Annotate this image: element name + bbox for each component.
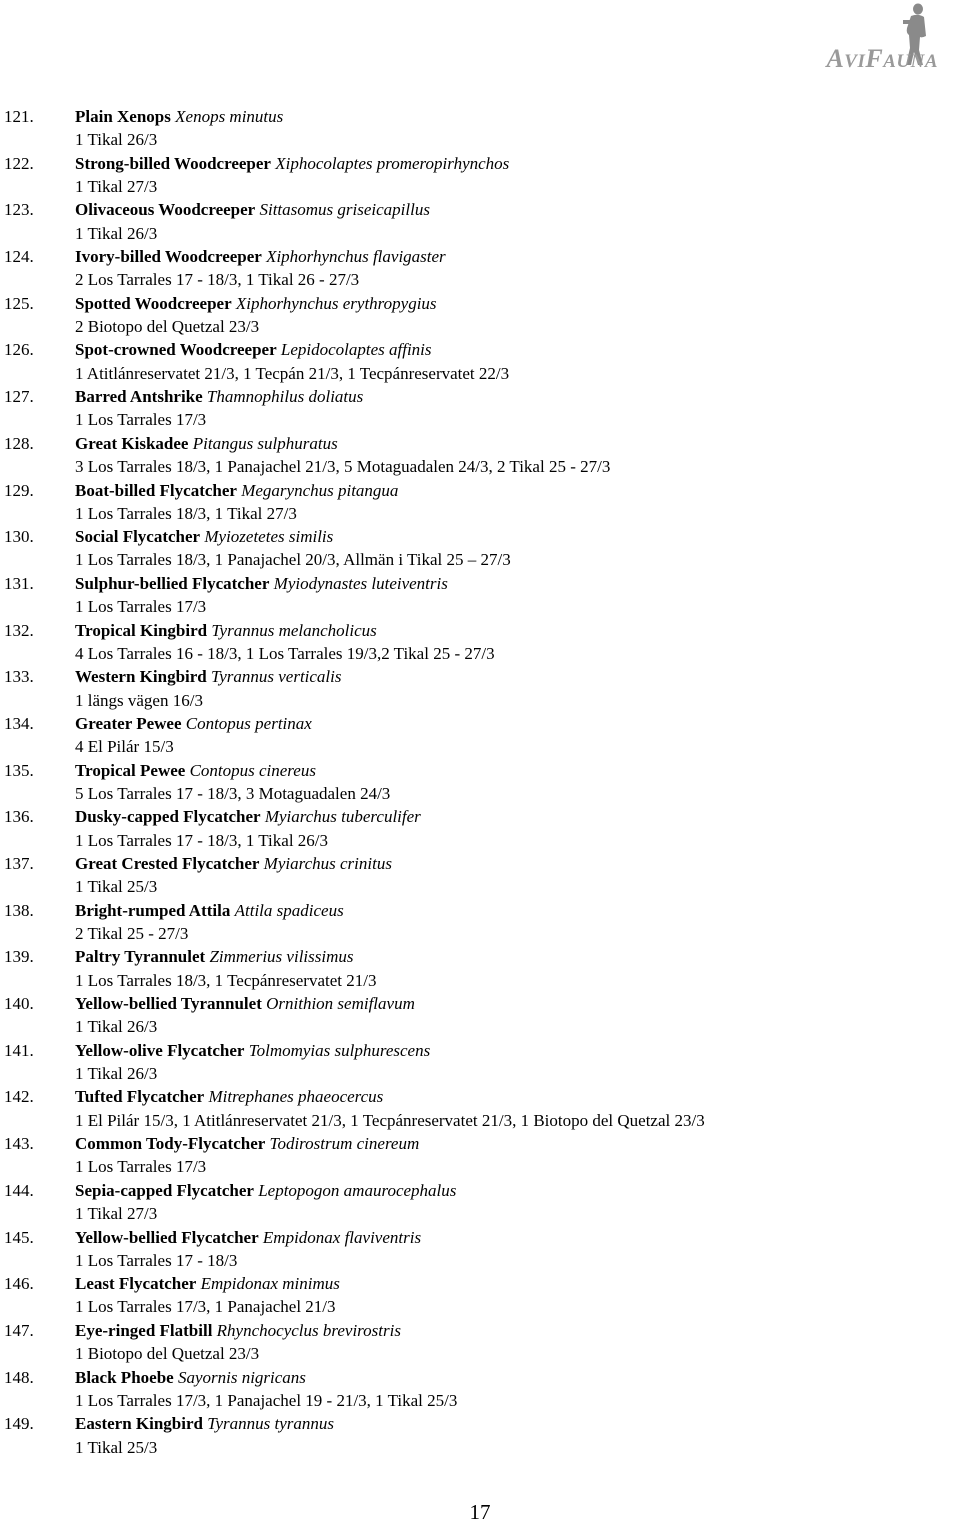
common-name: Great Kiskadee xyxy=(75,433,189,453)
common-name: Eye-ringed Flatbill xyxy=(75,1320,213,1340)
latin-name: Zimmerius vilissimus xyxy=(209,947,354,967)
sightings-text: 4 Los Tarrales 16 - 18/3, 1 Los Tarrales 19/3,2 Tikal 25 - 27/3 xyxy=(75,643,495,663)
entry-number: 130. xyxy=(4,527,34,547)
sightings-text: 1 Tikal 26/3 xyxy=(75,223,158,243)
latin-name: Tyrannus tyrannus xyxy=(207,1414,334,1434)
sightings-text: 2 Los Tarrales 17 - 18/3, 1 Tikal 26 - 27/3 xyxy=(75,270,360,290)
species-entry xyxy=(0,1226,960,1273)
species-name-line xyxy=(75,1412,334,1435)
species-name-line xyxy=(75,992,415,1015)
species-name-line xyxy=(75,1039,430,1062)
common-name: Yellow-olive Flycatcher xyxy=(75,1040,245,1060)
latin-name: Myiarchus tuberculifer xyxy=(264,807,421,827)
latin-name: Myiozetetes similis xyxy=(204,527,334,547)
species-entry xyxy=(0,1085,960,1132)
sightings-text: 1 Tikal 27/3 xyxy=(75,1204,158,1224)
species-entry xyxy=(0,992,960,1039)
species-name-line xyxy=(75,1272,340,1295)
species-entry xyxy=(0,1366,960,1413)
latin-name: Xiphocolaptes promeropirhynchos xyxy=(275,153,510,173)
sightings-text: 1 Biotopo del Quetzal 23/3 xyxy=(75,1344,260,1364)
common-name: Olivaceous Woodcreeper xyxy=(75,200,256,220)
sightings-text: 1 Los Tarrales 18/3, 1 Tecpánreservatet 21/3 xyxy=(75,970,377,990)
latin-name: Mitrephanes phaeocercus xyxy=(208,1087,384,1107)
common-name: Social Flycatcher xyxy=(75,527,201,547)
common-name: Barred Antshrike xyxy=(75,387,203,407)
species-name-line xyxy=(75,852,392,875)
common-name: Ivory-billed Woodcreeper xyxy=(75,247,262,267)
sightings-text: 1 Los Tarrales 17 - 18/3, 1 Tikal 26/3 xyxy=(75,830,329,850)
sightings-text: 1 Tikal 25/3 xyxy=(75,877,158,897)
common-name: Spotted Woodcreeper xyxy=(75,293,232,313)
species-entry xyxy=(0,852,960,899)
entry-number: 149. xyxy=(4,1414,34,1434)
common-name: Western Kingbird xyxy=(75,667,207,687)
species-entry xyxy=(0,338,960,385)
sightings-text: 1 längs vägen 16/3 xyxy=(75,690,203,710)
common-name: Boat-billed Flycatcher xyxy=(75,480,237,500)
entry-number: 140. xyxy=(4,994,34,1014)
species-name-line xyxy=(75,572,448,595)
species-entry xyxy=(0,1039,960,1086)
entry-number: 143. xyxy=(4,1134,34,1154)
common-name: Yellow-bellied Tyrannulet xyxy=(75,994,262,1014)
species-entry xyxy=(0,619,960,666)
entry-number: 122. xyxy=(4,153,34,173)
species-list xyxy=(0,105,960,1459)
species-name-line xyxy=(75,619,377,642)
sightings-text: 1 Los Tarrales 17/3, 1 Panajachel 21/3 xyxy=(75,1297,336,1317)
species-entry xyxy=(0,899,960,946)
common-name: Sulphur-bellied Flycatcher xyxy=(75,573,270,593)
species-name-line xyxy=(75,945,353,968)
latin-name: Todirostrum cinereum xyxy=(269,1134,420,1154)
species-entry xyxy=(0,712,960,759)
species-entry xyxy=(0,1179,960,1226)
latin-name: Lepidocolaptes affinis xyxy=(280,340,432,360)
sightings-text: 2 Biotopo del Quetzal 23/3 xyxy=(75,317,260,337)
latin-name: Empidonax minimus xyxy=(200,1274,340,1294)
sightings-text: 1 Los Tarrales 17/3, 1 Panajachel 19 - 21/3, 1 Tikal 25/3 xyxy=(75,1390,458,1410)
species-name-line xyxy=(75,292,437,315)
latin-name: Tyrannus melancholicus xyxy=(211,620,377,640)
species-name-line xyxy=(75,338,432,361)
species-entry xyxy=(0,385,960,432)
latin-name: Ornithion semiflavum xyxy=(266,994,415,1014)
common-name: Eastern Kingbird xyxy=(75,1414,203,1434)
latin-name: Thamnophilus doliatus xyxy=(206,387,364,407)
latin-name: Myiarchus crinitus xyxy=(263,854,392,873)
entry-number: 145. xyxy=(4,1227,34,1247)
common-name: Great Crested Flycatcher xyxy=(75,854,260,873)
species-entry xyxy=(0,479,960,526)
species-name-line xyxy=(75,1132,419,1155)
entry-number: 136. xyxy=(4,807,34,827)
common-name: Black Phoebe xyxy=(75,1367,174,1387)
latin-name: Leptopogon amaurocephalus xyxy=(258,1180,457,1200)
entry-number: 142. xyxy=(4,1087,34,1107)
common-name: Spot-crowned Woodcreeper xyxy=(75,340,277,360)
species-name-line xyxy=(75,1366,306,1389)
common-name: Tropical Kingbird xyxy=(75,620,208,640)
sightings-text: 1 El Pilár 15/3, 1 Atitlánreservatet 21/3, 1 Tecpánreservatet 21/3, 1 Biotopo del Quetzal 23/3 xyxy=(75,1110,705,1130)
sightings-text: 5 Los Tarrales 17 - 18/3, 3 Motaguadalen 24/3 xyxy=(75,783,391,803)
sightings-text: 1 Atitlánreservatet 21/3, 1 Tecpán 21/3, 1 Tecpánreservatet 22/3 xyxy=(75,363,510,383)
entry-number: 124. xyxy=(4,247,34,267)
avifauna-logo xyxy=(788,0,938,74)
species-name-line xyxy=(75,712,312,735)
species-entry xyxy=(0,292,960,339)
species-entry xyxy=(0,805,960,852)
entry-number: 133. xyxy=(4,667,34,687)
latin-name: Contopus cinereus xyxy=(189,760,316,780)
species-name-line xyxy=(75,665,342,688)
species-entry xyxy=(0,1412,960,1459)
species-name-line xyxy=(75,1319,401,1342)
common-name: Bright-rumped Attila xyxy=(75,900,231,920)
species-name-line xyxy=(75,385,363,408)
species-entry xyxy=(0,759,960,806)
common-name: Dusky-capped Flycatcher xyxy=(75,807,261,827)
latin-name: Empidonax flaviventris xyxy=(262,1227,422,1247)
common-name: Tufted Flycatcher xyxy=(75,1087,205,1107)
species-entry xyxy=(0,245,960,292)
species-name-line xyxy=(75,525,333,548)
species-name-line xyxy=(75,152,509,175)
common-name: Sepia-capped Flycatcher xyxy=(75,1180,254,1200)
species-name-line xyxy=(75,198,430,221)
latin-name: Myiodynastes luteiventris xyxy=(273,573,448,593)
entry-number: 127. xyxy=(4,387,34,407)
species-name-line xyxy=(75,1179,456,1202)
entry-number: 126. xyxy=(4,340,34,360)
species-entry xyxy=(0,1272,960,1319)
common-name: Least Flycatcher xyxy=(75,1274,197,1294)
entry-number: 135. xyxy=(4,760,34,780)
entry-number: 125. xyxy=(4,293,34,313)
sightings-text: 1 Los Tarrales 17 - 18/3 xyxy=(75,1250,238,1270)
species-entry xyxy=(0,1132,960,1179)
entry-number: 132. xyxy=(4,620,34,640)
logo-wordmark: AVIFAUNA xyxy=(826,44,938,73)
entry-number: 137. xyxy=(4,854,34,873)
entry-number: 148. xyxy=(4,1367,34,1387)
sightings-text: 1 Los Tarrales 18/3, 1 Tikal 27/3 xyxy=(75,503,297,523)
entry-number: 129. xyxy=(4,480,34,500)
common-name: Greater Pewee xyxy=(75,713,182,733)
common-name: Yellow-bellied Flycatcher xyxy=(75,1227,259,1247)
sightings-text: 1 Tikal 26/3 xyxy=(75,1017,158,1037)
species-entry xyxy=(0,432,960,479)
latin-name: Tyrannus verticalis xyxy=(211,667,342,687)
sightings-text: 4 El Pilár 15/3 xyxy=(75,737,174,757)
species-name-line xyxy=(75,805,421,828)
sightings-text: 1 Tikal 26/3 xyxy=(75,1064,158,1084)
species-name-line xyxy=(75,245,446,268)
species-entry xyxy=(0,945,960,992)
latin-name: Pitangus sulphuratus xyxy=(192,433,338,453)
common-name: Strong-billed Woodcreeper xyxy=(75,153,271,173)
latin-name: Sittasomus griseicapillus xyxy=(259,200,430,220)
latin-name: Attila spadiceus xyxy=(234,900,344,920)
species-entry xyxy=(0,1319,960,1366)
entry-number: 131. xyxy=(4,573,34,593)
entry-number: 147. xyxy=(4,1320,34,1340)
sightings-text: 1 Tikal 25/3 xyxy=(75,1437,158,1457)
sightings-text: 2 Tikal 25 - 27/3 xyxy=(75,923,189,943)
entry-number: 146. xyxy=(4,1274,34,1294)
species-entry xyxy=(0,525,960,572)
species-name-line xyxy=(75,1085,383,1108)
entry-number: 141. xyxy=(4,1040,34,1060)
sightings-text: 1 Tikal 26/3 xyxy=(75,130,158,150)
entry-number: 134. xyxy=(4,713,34,733)
species-name-line xyxy=(75,479,398,502)
common-name: Common Tody-Flycatcher xyxy=(75,1134,266,1154)
entry-number: 138. xyxy=(4,900,34,920)
species-entry xyxy=(0,665,960,712)
species-name-line xyxy=(75,1226,421,1249)
species-name-line xyxy=(75,759,316,782)
entry-number: 144. xyxy=(4,1180,34,1200)
species-entry xyxy=(0,105,960,152)
latin-name: Xiphorhynchus erythropygius xyxy=(235,293,437,313)
entry-number: 121. xyxy=(4,107,34,126)
sightings-text: 1 Los Tarrales 17/3 xyxy=(75,597,207,617)
species-name-line xyxy=(75,432,338,455)
latin-name: Megarynchus pitangua xyxy=(241,480,399,500)
common-name: Tropical Pewee xyxy=(75,760,186,780)
species-name-line xyxy=(75,105,283,128)
sightings-text: 1 Los Tarrales 17/3 xyxy=(75,1157,207,1177)
species-name-line xyxy=(75,899,344,922)
sightings-text: 1 Tikal 27/3 xyxy=(75,176,158,196)
sightings-text: 3 Los Tarrales 18/3, 1 Panajachel 21/3, 5 Motaguadalen 24/3, 2 Tikal 25 - 27/3 xyxy=(75,457,611,477)
common-name: Paltry Tyrannulet xyxy=(75,947,206,967)
species-entry xyxy=(0,198,960,245)
latin-name: Xiphorhynchus flavigaster xyxy=(266,247,446,267)
latin-name: Tolmomyias sulphurescens xyxy=(248,1040,431,1060)
page-number: 17 xyxy=(469,1500,491,1524)
species-entry xyxy=(0,152,960,199)
species-entry xyxy=(0,572,960,619)
latin-name: Sayornis nigricans xyxy=(177,1367,306,1387)
entry-number: 123. xyxy=(4,200,34,220)
sightings-text: 1 Los Tarrales 18/3, 1 Panajachel 20/3, Allmän i Tikal 25 – 27/3 xyxy=(75,550,511,570)
latin-name: Rhynchocyclus brevirostris xyxy=(216,1320,401,1340)
latin-name: Xenops minutus xyxy=(175,107,284,126)
latin-name: Contopus pertinax xyxy=(185,713,312,733)
entry-number: 128. xyxy=(4,433,34,453)
common-name: Plain Xenops xyxy=(75,107,171,126)
sightings-text: 1 Los Tarrales 17/3 xyxy=(75,410,207,430)
entry-number: 139. xyxy=(4,947,34,967)
